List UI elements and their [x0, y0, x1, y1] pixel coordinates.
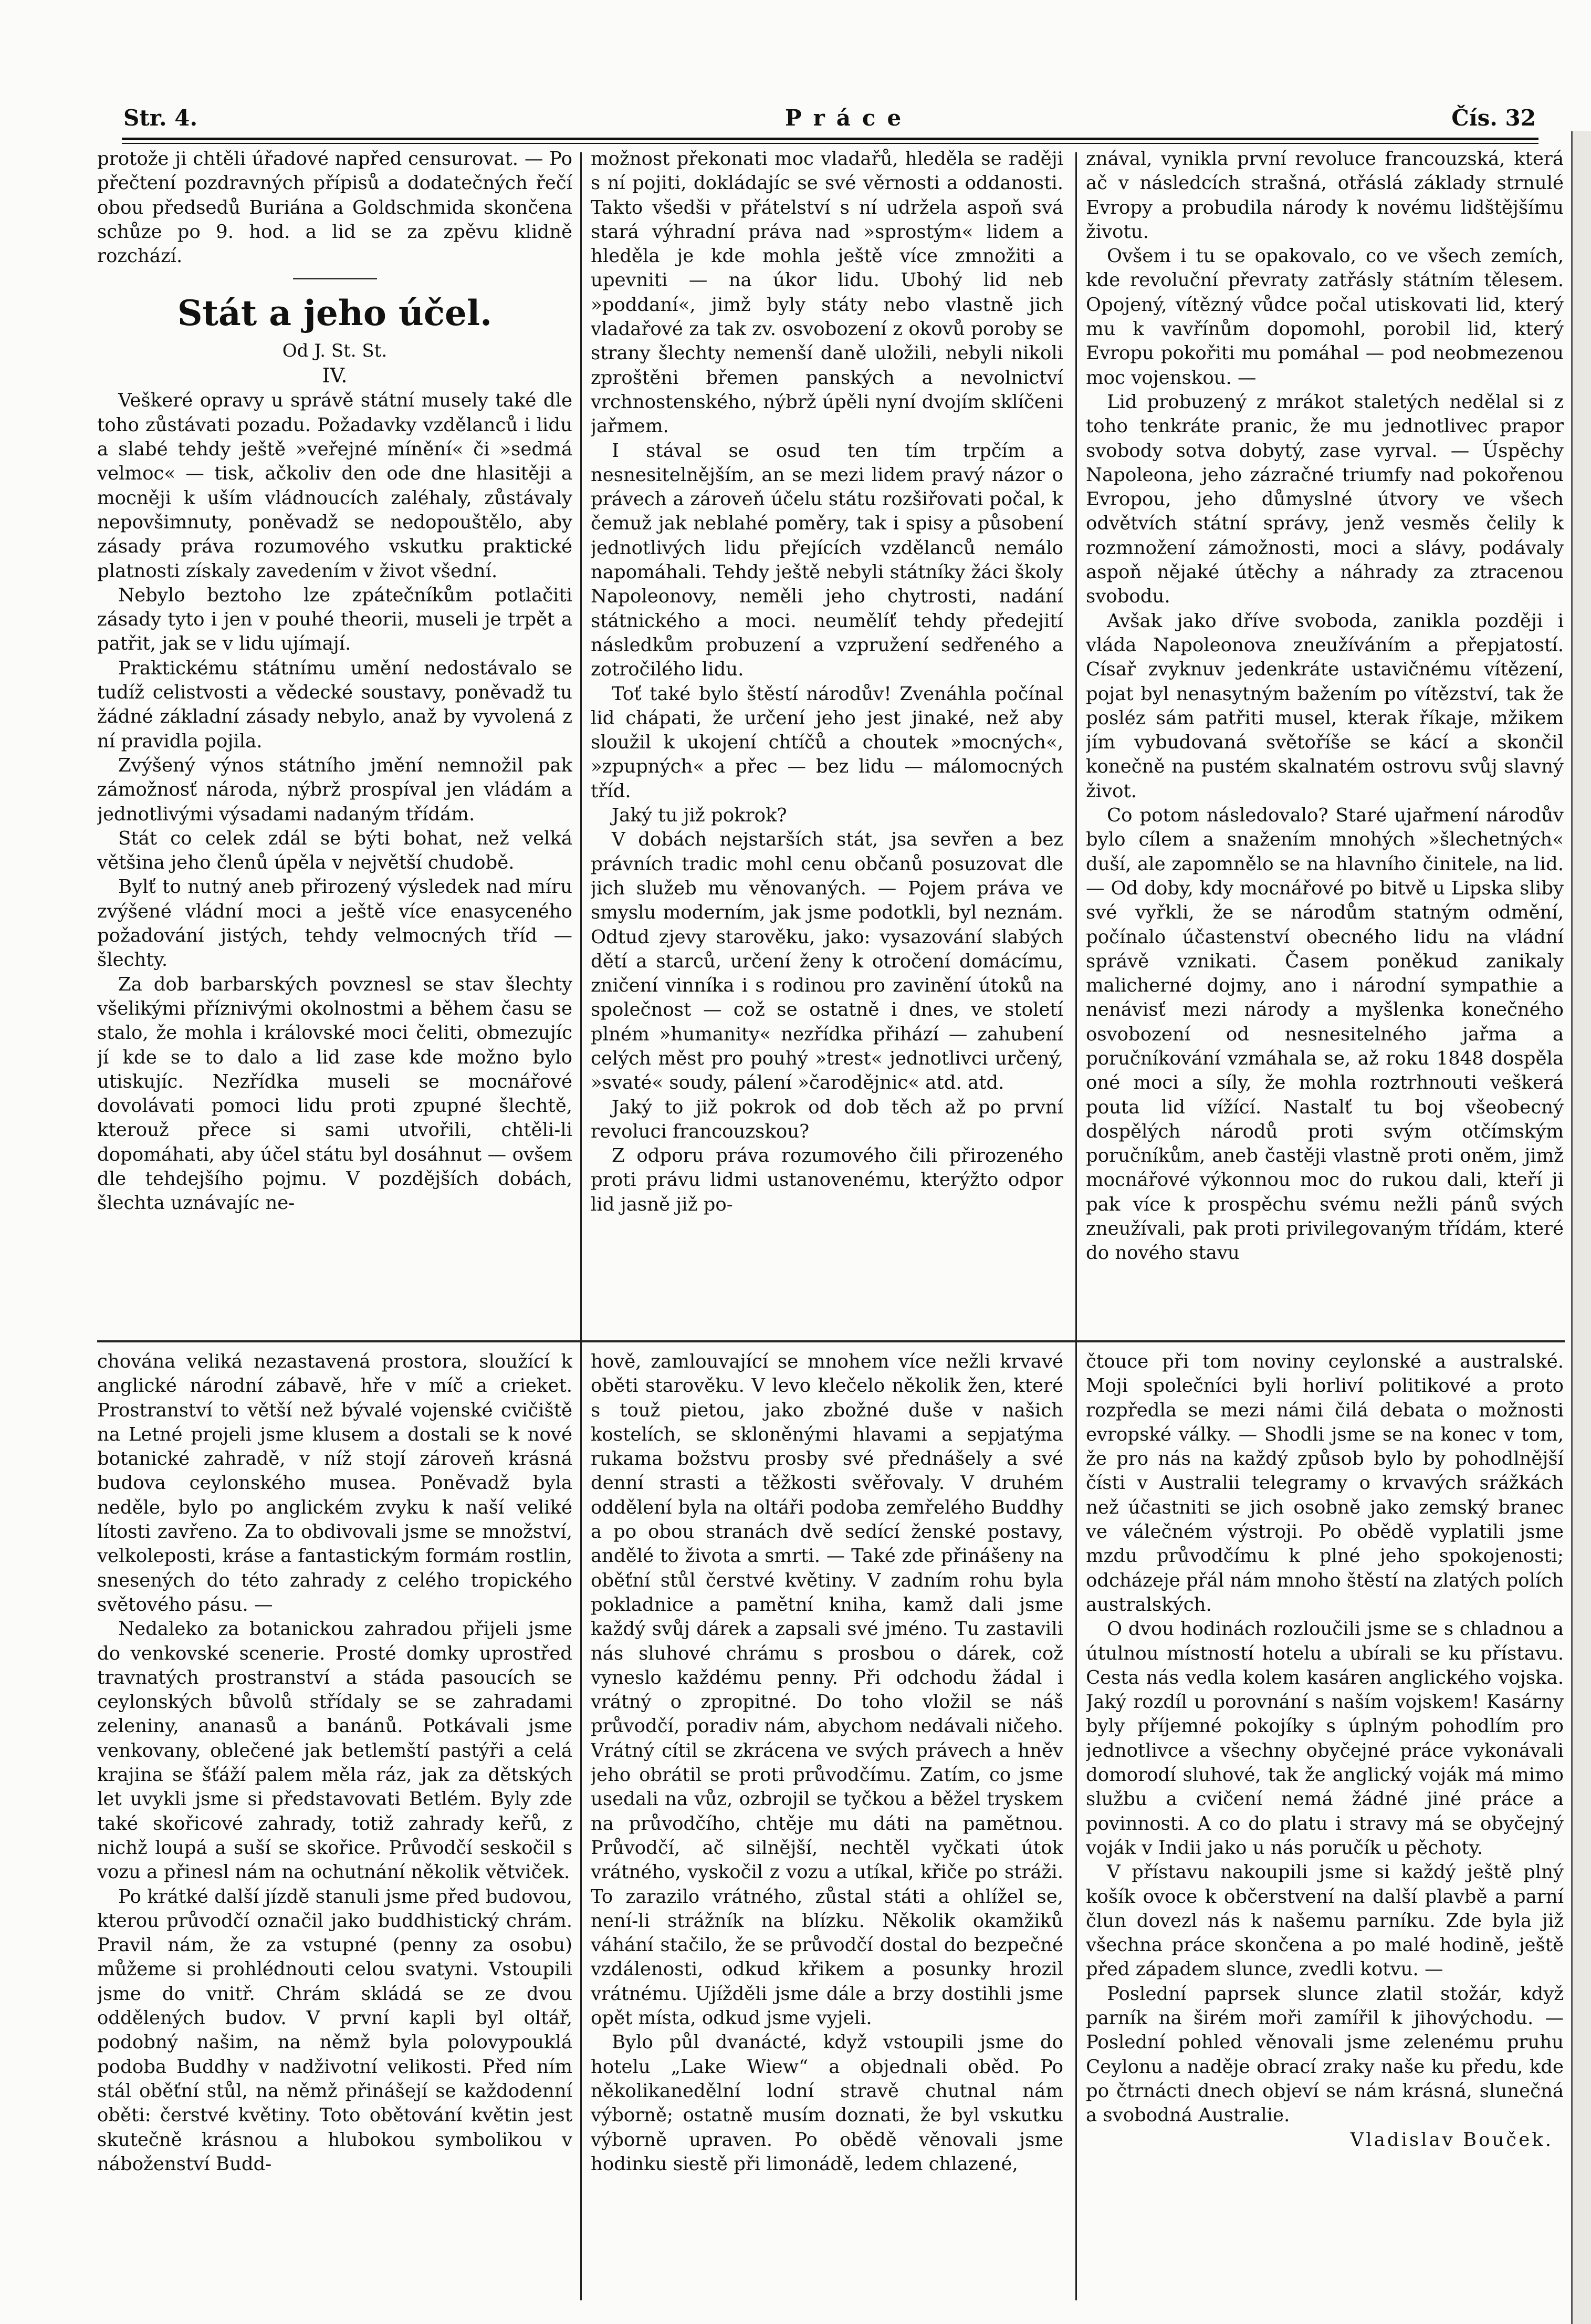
feuilleton-column-2	[591, 1350, 1063, 2300]
paragraph: Bylo půl dvanácté, když vstoupili jsme do hotelu „Lake Wiew“ a objednali oběd. Po několikanedělní lodní stravě chutnal nám výborně; ostatně musím doznati, že byl vskutku výborně upraven. Po obědě věnovali jsme hodinku siestě při limonádě, ledem chlazené,	[591, 2031, 1063, 2175]
page-edge-shadow	[1573, 131, 1591, 2324]
column-1	[97, 147, 572, 1329]
header-rule	[122, 138, 1538, 140]
paragraph: Za dob barbarských povznesl se stav šlechty všelikými příznivými okolnostmi a během času se stalo, že mohla i královské moci čeliti, obmezujíc jí kde se to dalo a lid zase kde možno bylo utiskujíc. Nezřídka museli se mocnářové dovolávati pomoci lidu proti zpupné šlechtě, kterouž přece si sami utvořili, chtěli-li dopomáhati, aby účel státu byl dosáhnut — ovšem dle tehdejšího pojmu. V pozdějších dobách, šlechta uznávajíc ne-	[97, 973, 572, 1214]
header-rule-thin	[122, 143, 1538, 144]
paragraph: hově, zamlouvající se mnohem více nežli krvavé oběti starověku. V levo klečelo několik žen, které s touž pietou, jako zbožné duše v našich kostelích, se skloněnými hlavami a sepjatýma rukama božstvu prosby své přednášely a své denní strasti a těžkosti svěřovaly. V druhém oddělení byla na oltáři podoba zemřelého Buddhy a po obou stranách dvě sedící ženské postavy, andělé to života a smrti. — Také zde přinášeny na oběťní stůl čerstvé květiny. V zadním rohu byla pokladnice a pamětní kniha, kamž dali jsme každý svůj dárek a zapsali své jméno. Tu zastavili nás sluhové chrámu s prosbou o dárek, což vyneslo každému penny. Při odchodu žádal i vrátný o zpropitné. Do toho vložil se náš průvodčí, poradiv nám, abychom nedávali ničeho. Vrátný cítil se zkrácena ve svých právech a hněv jeho obrátil se proti průvodčímu. Zatím, co jsme usedali na vůz, ozbrojil se tyčkou a běžel tryskem na průvodčího, chtěje mu dáti na pamětnou. Průvodčí, ač silnější, nechtěl vyčkati útok vrátného, vyskočil z vozu a utíkal, křiče po stráži. To zarazilo vrátného, zůstal státi a ohlížel se, není-li strážník na blízku. Několik okamžiků váhání stačilo, že se průvodčí dostal do bezpečné vzdálenosti, odkud křikem a posunky hrozil vrátnému. Ujížděli jsme dále a brzy dostihli jsme opět místa, odkud jsme vyjeli.	[591, 1351, 1063, 2029]
paper-name: Práce	[785, 105, 913, 131]
paragraph: Bylť to nutný aneb přirozený výsledek nad míru zvýšené vládní moci a ještě více enasyceného požadování jistých, tehdy velmocných tříd — šlechty.	[97, 876, 572, 971]
paragraph: čtouce při tom noviny ceylonské a australské. Moji společníci byli horliví politikové a proto rozpředla se mezi námi čilá debata o možnosti evropské války. — Shodli jsme se na konec v tom, že pro nás na každý způsob bylo by pohodlnější čísti v Australii telegramy o krvavých srážkách než účastniti se jich osobně jako zemský branec ve válečném výstroji. Po obědě vyplatili jsme mzdu průvodčímu k plné jeho spokojenosti; odcházeje přál nám mnoho štěstí na zlatých polích australských.	[1086, 1351, 1564, 1616]
paragraph: Praktickému státnímu umění nedostávalo se tudíž celistvosti a vědecké soustavy, poněvadž tu žádné základní zásady nebylo, anaž by vyvolená z ní pravidla pojila.	[97, 657, 572, 752]
article-separator	[293, 278, 377, 279]
paragraph: Z odporu práva rozumového čili přirozeného proti právu lidmi ustanovenému, kterýžto odpor lid jasně již po-	[591, 1145, 1063, 1215]
column-3	[1086, 147, 1564, 1329]
paragraph: Zvýšený výnos státního jmění nemnožil pak zámožnosť národa, nýbrž prospíval jen vládám a jednotlivými výsadami nadaným třídám.	[97, 754, 572, 825]
section-divider	[97, 1340, 1565, 1342]
feuilleton-column-3	[1086, 1350, 1564, 2300]
paragraph: možnost překonati moc vladařů, hleděla se raději s ní pojiti, dokládajíc se své věrnosti a oddanosti. Takto všedši v přátelství s ní udržela aspoň svá stará výhradní práva nad »sprostým« lidem a hleděla je kde mohla ještě více zmnožiti a upevniti — na úkor lidu. Ubohý lid neb »poddaní«, jimž byly státy nebo vlastně jich vladařové za tak zv. osvobození z okovů poroby se strany šlechty nemenší daně uložili, nebyli nikoli zproštěni břemen panských a nevolnictví vrchnostenského, nýbrž úpěli nyní dvojím sklíčeni jařmem.	[591, 148, 1063, 437]
column-2	[591, 147, 1063, 1329]
column-divider	[580, 152, 582, 2300]
article-byline: Od J. St. St.	[282, 340, 388, 362]
paragraph: Co potom následovalo? Staré ujařmení národův bylo cílem a snažením mnohých »šlechetných« duší, ale zapomnělo se na hlavního činitele, na lid. — Od doby, kdy mocnářové po bitvě u Lipska sliby své vyřkli, že se národům statným odmění, počínalo účastenství obecného lidu na vládní správě vznikati. Časem poněkud zanikaly malicherné dojmy, ano i národní sympathie a nenávisť mezi národy a myšlenka konečného osvobození od nesnesitelného jařma a poručníkování vzmáhala se, až roku 1848 dospěla oné moci a síly, že mohla roztrhnouti veškerá pouta lid vížící. Nastalť tu boj všeobecný dospělých národů proti svým otčímským poručníkům, aneb častěji vlastně proti oněm, jimž mocnářové výkonnou moc do rukou dali, kteří ji pak více k prospěchu svému nežli pánů svých zneužívali, pak proti privilegovaným třídám, které do nového stavu	[1086, 805, 1564, 1264]
paragraph: Jaký tu již pokrok?	[612, 805, 787, 827]
page-header	[123, 105, 1536, 142]
paragraph: znával, vynikla první revoluce francouzská, která ač v následcích strašná, otřáslá základy strnulé Evropy a probudila národy k novému lidštějšímu životu.	[1086, 148, 1564, 243]
paragraph: Veškeré opravy u správě státní musely také dle toho zůstávati pozadu. Požadavky vzdělanců i lidu a slabé tehdy ještě »veřejné mínění« či »sedmá velmoc« — tisk, ačkoliv den ode dne hlasitěji a mocněji k uším vládnoucích zaléhaly, zůstávaly nepovšimnuty, poněvadž se nedopouštělo, aby zásady práva rozumového vskutku praktické platnosti získaly zavedením v život všední.	[97, 390, 572, 582]
paragraph: Lid probuzený z mrákot staletých nedělal si z toho tenkráte pranic, že mu jednotlivec prapor svobody sotva dobytý, zase vyrval. — Úspěchy Napoleona, jeho zázračné triumfy nad pokořenou Evropou, jeho důmyslné útvory ve všech odvětvích státní správy, jenž vesměs čelily k rozmnožení zámožnosti, moci a slávy, podávaly aspoň nějaké útěchy a náhrady za ztracenou svobodu.	[1086, 391, 1564, 608]
paragraph: V přístavu nakoupili jsme si každý ještě plný košík ovoce k občerstvení na další plavbě a parní člun dovezl nás k našemu parníku. Zde byla již všechna práce skončena a po malé hodině, ještě před západem slunce, zvedli kotvu. —	[1086, 1861, 1564, 1981]
paragraph: Poslední paprsek slunce zlatil stožár, když parník na širém moři zamířil k jihovýchodu. — Poslední pohled věnovali jsme zelenému pruhu Ceylonu a naděje obrací zraky naše ku předu, kde po čtrnácti dnech objeví se nám krásná, slunečná a svobodná Australie.	[1086, 1983, 1564, 2127]
paragraph: O dvou hodinách rozloučili jsme se s chladnou a útulnou místností hotelu a ubírali se ku přístavu. Cesta nás vedla kolem kasáren anglického vojska. Jaký rozdíl u porovnání s naším vojskem! Kasárny byly příjemné pokojíky s úplným pohodlím pro jednotlivce a všechny obyčejné práce vykonávali domorodí sluhové, tak že anglický voják má mimo službu a cvičení nemá žádné jiné práce a povinnosti. A co do platu i stravy má se obyčejný voják v Indii jako u nás poručík u pěchoty.	[1086, 1618, 1564, 1859]
paragraph: protože ji chtěli úřadové napřed censurovat. — Po přečtení pozdravných přípisů a dodatečných řečí obou předsedů Buriána a Goldschmida skončena schůze po 9. hod. a lid se za zpěvu klidně rozchází.	[97, 148, 572, 267]
paragraph: Po krátké další jízdě stanuli jsme před budovou, kterou průvodčí označil jako buddhistický chrám. Pravil nám, že za vstupné (penny za osobu) můžeme si prohlédnouti celou svatyni. Vstoupili jsme do vnitř. Chrám skládá se ze dvou oddělených budov. V první kapli byl oltář, podobný našim, na němž byla polovypouklá podoba Buddhy v nadživotní velikosti. Před ním stál oběťní stůl, na němž přinášejí se každodenní oběti: čerstvé květiny. Toto obětování květin jest skutečně krásnou a hlubokou symbolikou v náboženství Budd-	[97, 1885, 572, 2175]
author-signature: Vladislav Bouček.	[1350, 2129, 1553, 2151]
paragraph: Nedaleko za botanickou zahradou přijeli jsme do venkovské scenerie. Prosté domky uprostřed travnatých prostranství a stáda pasoucích se ceylonských bůvolů střídaly se se zahradami zeleniny, ananasů a banánů. Potkávali jsme venkovany, oblečené jak betlemští pastýři a celá krajina se šťáží palem měla ráz, jak za dětských let uvykli jsme si představovati Betlém. Byly zde také skořicové zahrady, totiž zahrady keřů, z nichž loupá a suší se skořice. Průvodčí seskočil s vozu a přinesl nám na ochutnání několik větviček.	[97, 1618, 572, 1883]
column-divider	[1075, 152, 1077, 2300]
paragraph: Avšak jako dříve svoboda, zanikla později i vláda Napoleonova zneužíváním a přepjatostí. Císař zvyknuv jedenkráte ustavičnému vítězení, pojat byl nenasytným bažením po vítězství, tak že posléz sám patřiti musel, kterak říkaje, mžikem jím vybudovaná světoříše se kácí a skončil konečně na pustém skalnatém ostrovu svůj slavný život.	[1086, 610, 1564, 802]
paragraph: I stával se osud ten tím trpčím a nesnesitelnějším, an se mezi lidem pravý názor o právech a zároveň účelu státu rozšiřovati počal, k čemuž jak neblahé poměry, tak i spisy a působení jednotlivých lidu přejících vzdělanců nemálo napomáhali. Tehdy ještě nebyli státníky žáci školy Napoleonovy, neměli jeho chytrosti, nadání státnického a moci. neumělíť tehdy předejití následkům probuzení a vzpružení sedřeného a zotročilého lidu.	[591, 440, 1063, 681]
paragraph: Jaký to již pokrok od dob těch až po první revoluci francouzskou?	[591, 1096, 1063, 1142]
paragraph: V dobách nejstarších stát, jsa sevřen a bez právních tradic mohl cenu občanů posuzovat dle jich služeb mu věnovaných. — Pojem práva ve smyslu moderním, jak jsme podotkli, byl neznám. Odtud zjevy starověku, jako: vysazování slabých dětí a starců, určení ženy k otročení domácímu, zničení vinníka i s rodinou pro zavinění útoků na společnost — což se ostatně i dnes, ve století plném »humanity« nezřídka přihází — zahubení celých měst pro pouhý »trest« jednotlivci určený, »svaté« soudy, pálení »čarodějnic« atd. atd.	[591, 829, 1063, 1094]
article-title: Stát a jeho účel.	[177, 293, 493, 334]
paragraph: Ovšem i tu se opakovalo, co ve všech zemích, kde revoluční převraty zatřásly státním tělesem. Opojený, vítězný vůdce počal utiskovati lid, který mu k vavřínům dopomohl, porobil lid, který Evropu pokořiti mu pomáhal — pod neobmezenou moc vojenskou. —	[1086, 245, 1564, 389]
page-edge-line	[1571, 131, 1573, 2324]
feuilleton-column-1	[97, 1350, 572, 2300]
paragraph: Nebylo beztoho lze zpátečníkům potlačiti zásady tyto i jen v pouhé theorii, museli je trpět a patřit, jak se v lidu ujímají.	[97, 584, 572, 655]
paragraph: chována veliká nezastavená prostora, sloužící k anglické národní zábavě, hře v míč a crieket. Prostranství to větší než bývalé vojenské cvičiště na Letné projeli jsme klusem a dostali se k nové botanické zahradě, v níž stojí zároveň krásná budova ceylonského musea. Poněvadž byla neděle, bylo po anglickém zvyku k naší veliké lítosti zavřeno. Za to obdivovali jsme se množství, velkoleposti, kráse a fantastickým formám rostlin, snesených do této zahrady z celého tropického světového pásu. —	[97, 1351, 572, 1616]
article-part: IV.	[322, 364, 348, 388]
paragraph: Toť také bylo štěstí národův! Zvenáhla počínal lid chápati, že určení jeho jest jinaké, než aby sloužil k ukojení chtíčů a choutek »mocných«, »zpupných« a přec — bez lidu — málomocných tříd.	[591, 683, 1063, 802]
issue-number: Čís. 32	[1451, 105, 1536, 131]
page-number: Str. 4.	[123, 105, 198, 131]
paragraph: Stát co celek zdál se býti bohat, než velká většina jeho členů úpěla v největší chudobě.	[97, 827, 572, 874]
